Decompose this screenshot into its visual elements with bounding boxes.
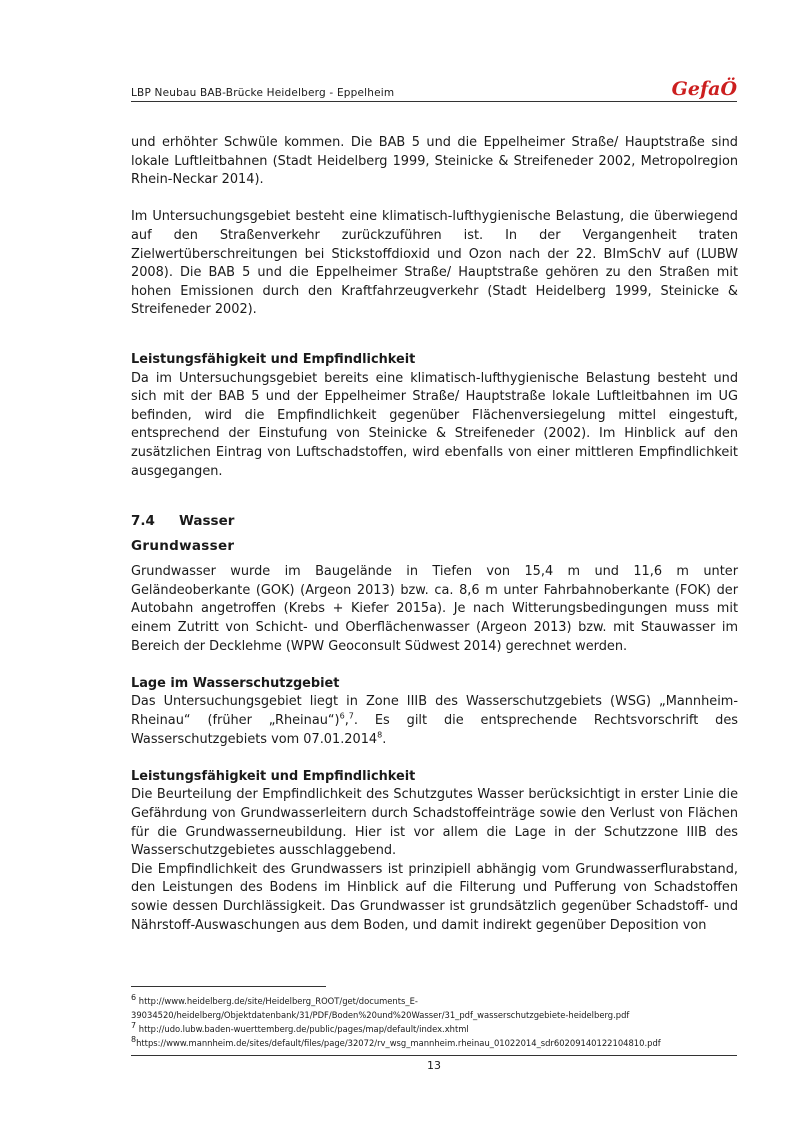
footnote-ref[interactable]: 7 <box>348 711 354 721</box>
footnotes <box>131 994 741 1050</box>
footnote-link[interactable]: https://www.mannheim.de/sites/default/files/page/32072/rv_wsg_mannheim.rheinau_01022014_sdr60209140122104810.pdf <box>136 1038 661 1048</box>
header-divider <box>131 101 737 102</box>
header-title: LBP Neubau BAB-Brücke Heidelberg - Eppelheim <box>131 87 395 99</box>
footer-divider <box>131 1055 737 1056</box>
gefao-logo: GefaÖ <box>671 78 737 100</box>
footnote-link[interactable]: http://udo.lubw.baden-wuerttemberg.de/public/pages/map/default/index.xhtml <box>136 1024 469 1034</box>
footnote-ref[interactable]: 8 <box>377 730 383 740</box>
footnote-6-cont <box>131 1008 741 1022</box>
footnote-divider <box>131 986 326 987</box>
subheading: Lage im Wasserschutzgebiet <box>131 675 340 691</box>
section-heading <box>131 512 738 531</box>
paragraph: Im Untersuchungsgebiet besteht eine klimatisch-lufthygienische Belastung, die überwiegend auf den Straßenverkehr zurückzuführen ist. In der Vergangenheit traten Zielwertüberschreitungen bei Stickstoffdioxid und Ozon nach der 22. BImSchV auf (LUBW 2008). Die BAB 5 und die Eppelheimer Straße/ Hauptstraße gehören zu den Straßen mit hohen Emissionen durch den Kraftfahrzeugverkehr (Stadt Heidelberg 1999, Steinicke & Streifeneder 2002). <box>131 209 738 318</box>
page-number: 13 <box>427 1059 441 1072</box>
paragraph: Da im Untersuchungsgebiet bereits eine klimatisch-lufthygienische Belastung besteht und sich mit der BAB 5 und der Eppelheimer Straße/ Hauptstraße lokale Luftleitbahnen im UG befinden, wird die Empfindlichkeit gegenüber Flächenversiegelung mittel eingestuft, entsprechend der Einstufung von Steinicke & Streifeneder (2002). Im Hinblick auf den zusätzlichen Eintrag von Luftschadstoffen, wird ebenfalls von einer mittleren Empfindlichkeit ausgegangen. <box>131 370 738 479</box>
footnote-8: $^8$https://www.mannheim.de/sites/default/files/page/32072/rv_wsg_mannheim.rheinau_01022014_sdr60209140122104810.pdf <box>131 1035 661 1048</box>
footnote-6: $^6$ http://www.heidelberg.de/site/Heidelberg_ROOT/get/documents_E- <box>131 994 418 1006</box>
footnote-7: $^7$ http://udo.lubw.baden-wuerttemberg.de/public/pages/map/default/index.xhtml <box>131 1021 469 1034</box>
subsection-heading: Grundwasser <box>131 537 235 554</box>
section-number: 7.4 <box>131 513 155 530</box>
subheading: Leistungsfähigkeit und Empfindlichkeit <box>131 768 416 784</box>
paragraph: und erhöhter Schwüle kommen. Die BAB 5 und die Eppelheimer Straße/ Hauptstraße sind lokale Luftleitbahnen (Stadt Heidelberg 1999, Steinicke & Streifeneder 2002, Metropolregion Rhein-Neckar 2014). <box>131 135 738 188</box>
footnote-ref[interactable]: 6 <box>339 711 345 721</box>
footnote-link[interactable]: 39034520/heidelberg/Objektdatenbank/31/PDF/Boden%20und%20Wasser/31_pdf_wasserschutzgebiete-heidelberg.pdf <box>131 1010 630 1020</box>
subheading: Leistungsfähigkeit und Empfindlichkeit <box>131 351 416 367</box>
paragraph: Die Beurteilung der Empfindlichkeit des Schutzgutes Wasser berücksichtigt in erster Linie die Gefährdung von Grundwasserleitern durch Schadstoffeinträge sowie den Verlust von Flächen für die Grundwasserneubildung. Hier ist vor allem die Lage in der Schutzzone IIIB des Wasserschutzgebietes ausschlaggebend. <box>131 787 738 859</box>
section-title: Wasser <box>179 513 235 530</box>
footnote-link[interactable]: http://www.heidelberg.de/site/Heidelberg_ROOT/get/documents_E- <box>136 996 418 1006</box>
page-content <box>131 134 738 935</box>
paragraph: Die Empfindlichkeit des Grundwassers ist prinzipiell abhängig vom Grundwasserflurabstand, den Leistungen des Bodens im Hinblick auf die Filterung und Pufferung von Schadstoffen sowie dessen Durchlässigkeit. Das Grundwasser ist grundsätzlich gegenüber Schadstoff- und Nährstoff-Auswaschungen aus dem Boden, und damit indirekt gegenüber Deposition von <box>131 861 738 933</box>
paragraph: Grundwasser wurde im Baugelände in Tiefen von 15,4 m und 11,6 m unter Geländeoberkante (GOK) (Argeon 2013) bzw. ca. 8,6 m unter Fahrbahnoberkante (FOK) der Autobahn angetroffen (Krebs + Kiefer 2015a). Je nach Witterungsbedingungen muss mit einem Zutritt von Schicht- und Oberflächenwasser (Argeon 2013) bzw. mit Stauwasser im Bereich der Decklehme (WPW Geoconsult Südwest 2014) gerechnet werden. <box>131 564 738 654</box>
paragraph: Das Untersuchungsgebiet liegt in Zone IIIB des Wasserschutzgebiets (WSG) „Mannheim-Rheinau“ (früher „Rheinau“)$^6$,$^7$. Es gilt die entsprechende Rechtsvorschrift des Wasserschutzgebiets vom 07.01.2014$^8$. <box>131 694 738 747</box>
page-header <box>131 74 737 102</box>
